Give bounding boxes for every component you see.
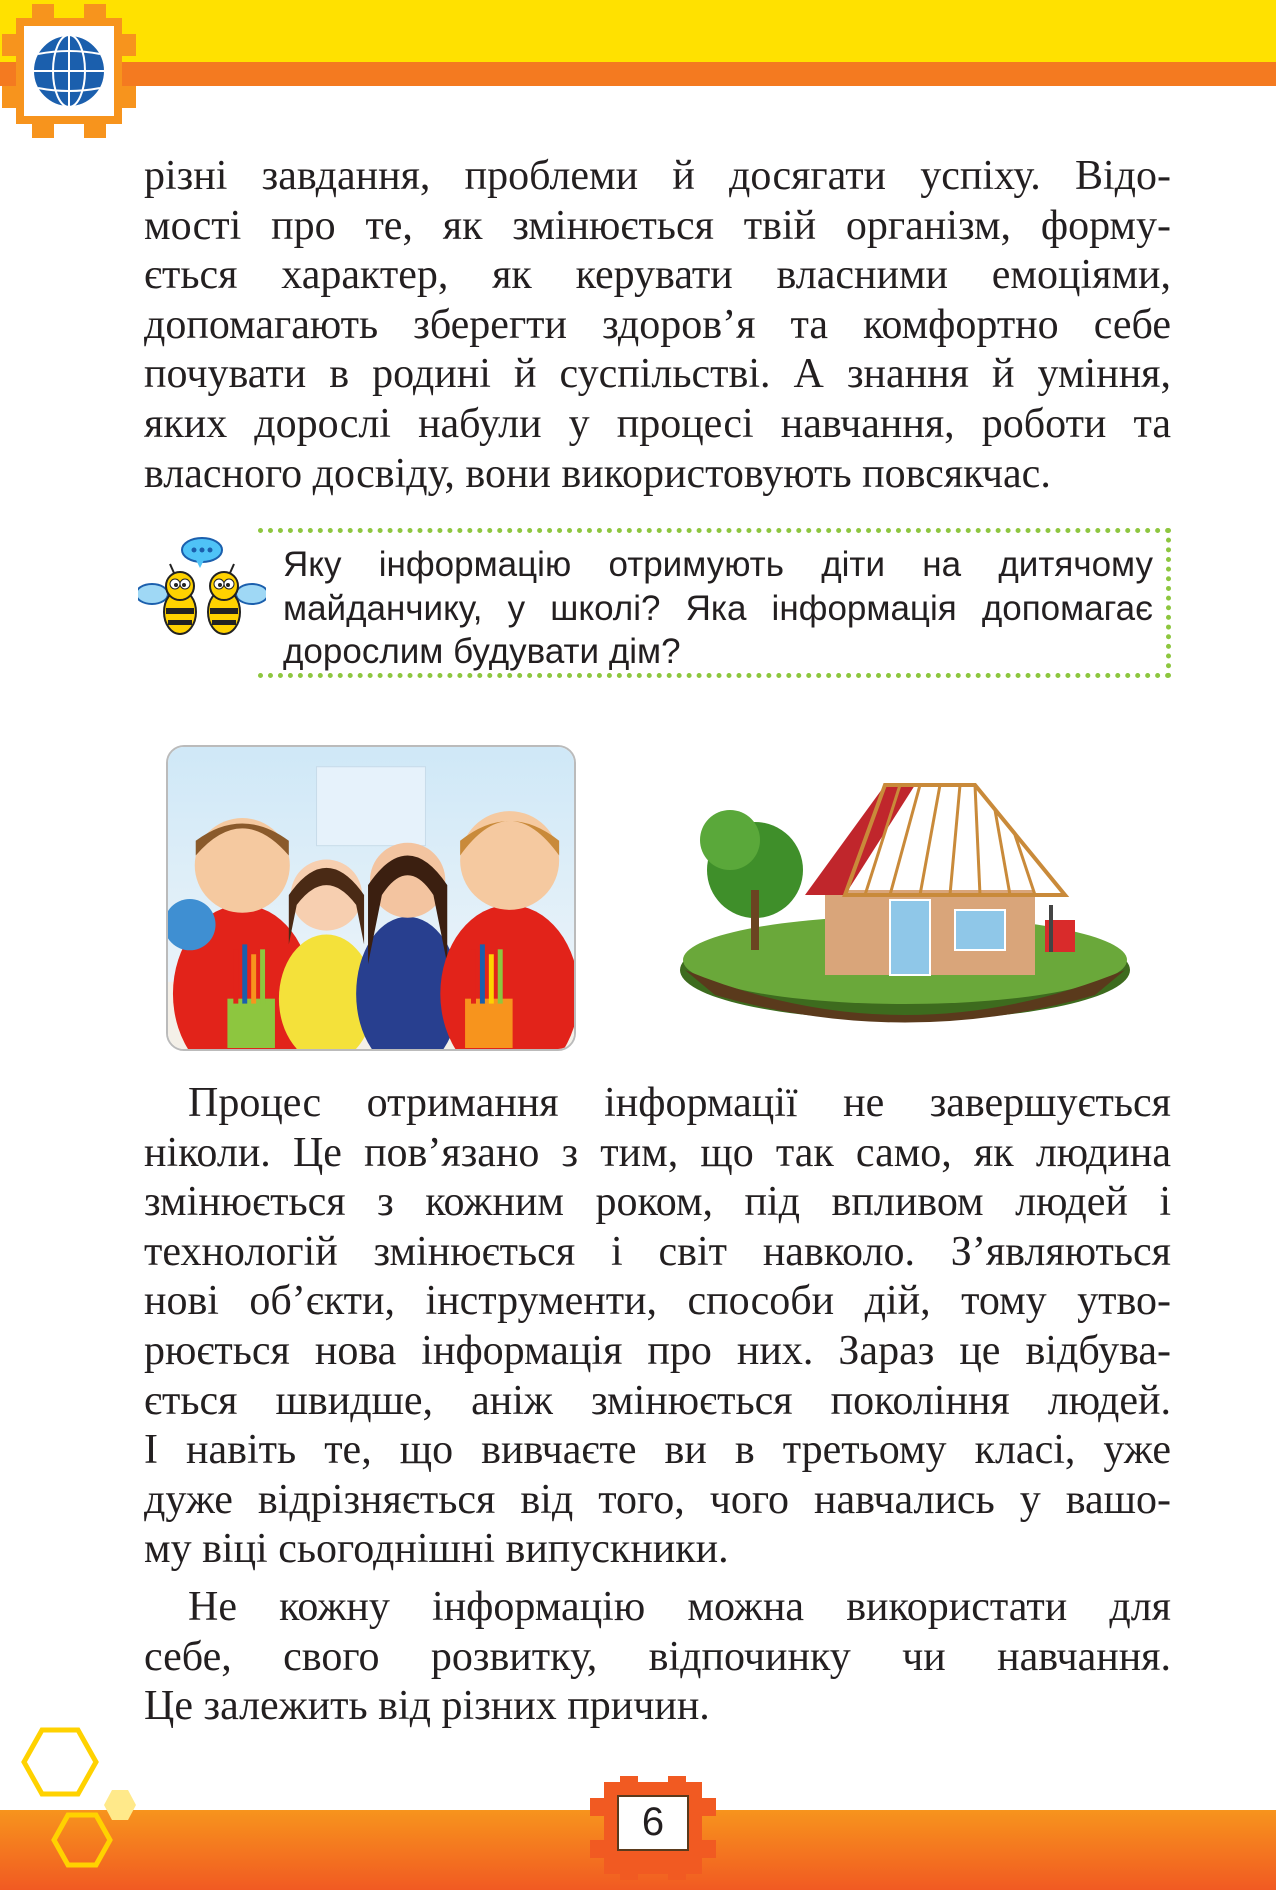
paragraph-conclusion: [144, 1583, 1171, 1732]
text-line: технологій змінюється і світ навколо. З’являються: [144, 1228, 1171, 1275]
text-line: мості про те, як змінюється твій організм, форму-: [144, 202, 1171, 249]
text-line: рюється нова інформація про них. Зараз це відбува-: [144, 1327, 1171, 1374]
text-line: себе, свого розвитку, відпочинку чи навчання.: [144, 1633, 1171, 1680]
text-line: змінюється з кожним роком, під впливом людей і: [144, 1179, 1171, 1226]
question-line: дорослим будувати дім?: [283, 632, 681, 671]
bees-illustration: [138, 536, 266, 656]
text-line: нові об’єкти, інструменти, способи дій, тому утво-: [144, 1278, 1171, 1325]
paragraph-intro: [144, 152, 1171, 499]
text-line: яких дорослі набули у процесі навчання, роботи та: [144, 400, 1171, 447]
hexagon-decoration-icon: [20, 1720, 150, 1890]
text-line: ється швидше, аніж змінюється покоління людей.: [144, 1377, 1171, 1424]
question-line: Яку інформацію отримують діти на дитячому: [283, 545, 1153, 584]
text-line: почувати в родині й суспільстві. А знання й уміння,: [144, 351, 1171, 398]
text-line: Процес отримання інформації не завершується: [188, 1080, 1171, 1126]
text-line: ніколи. Це пов’язано з тим, що так само, як людина: [144, 1129, 1171, 1176]
text-line: допомагають зберегти здоров’я та комфортно себе: [144, 301, 1171, 348]
header-orange-band: [0, 62, 1276, 86]
text-line: І навіть те, що вивчаєте ви в третьому класі, уже: [144, 1427, 1171, 1474]
page-number: 6: [641, 1800, 665, 1844]
text-line: Це залежить від різних причин.: [144, 1683, 710, 1730]
paragraph-process: [144, 1079, 1171, 1575]
text-line: різні завдання, проблеми й досягати успіху. Відо-: [144, 153, 1171, 199]
text-line: Не кожну інформацію можна використати для: [188, 1584, 1171, 1630]
question-line: майданчику, у школі? Яка інформація допомагає: [283, 588, 1153, 628]
text-line: ється характер, як керувати власними емоціями,: [144, 252, 1171, 299]
text-line: му віці сьогоднішні випускники.: [144, 1526, 729, 1573]
question-text: [283, 543, 1153, 674]
house-construction-image: [675, 770, 1135, 1040]
text-line: дуже відрізняється від того, чого навчались у вашо-: [144, 1476, 1171, 1523]
globe-gear-icon: [2, 4, 136, 138]
children-photo: [166, 745, 576, 1051]
text-line: власного досвіду, вони використовують повсякчас.: [144, 450, 1051, 497]
header-yellow-band: [0, 0, 1276, 62]
